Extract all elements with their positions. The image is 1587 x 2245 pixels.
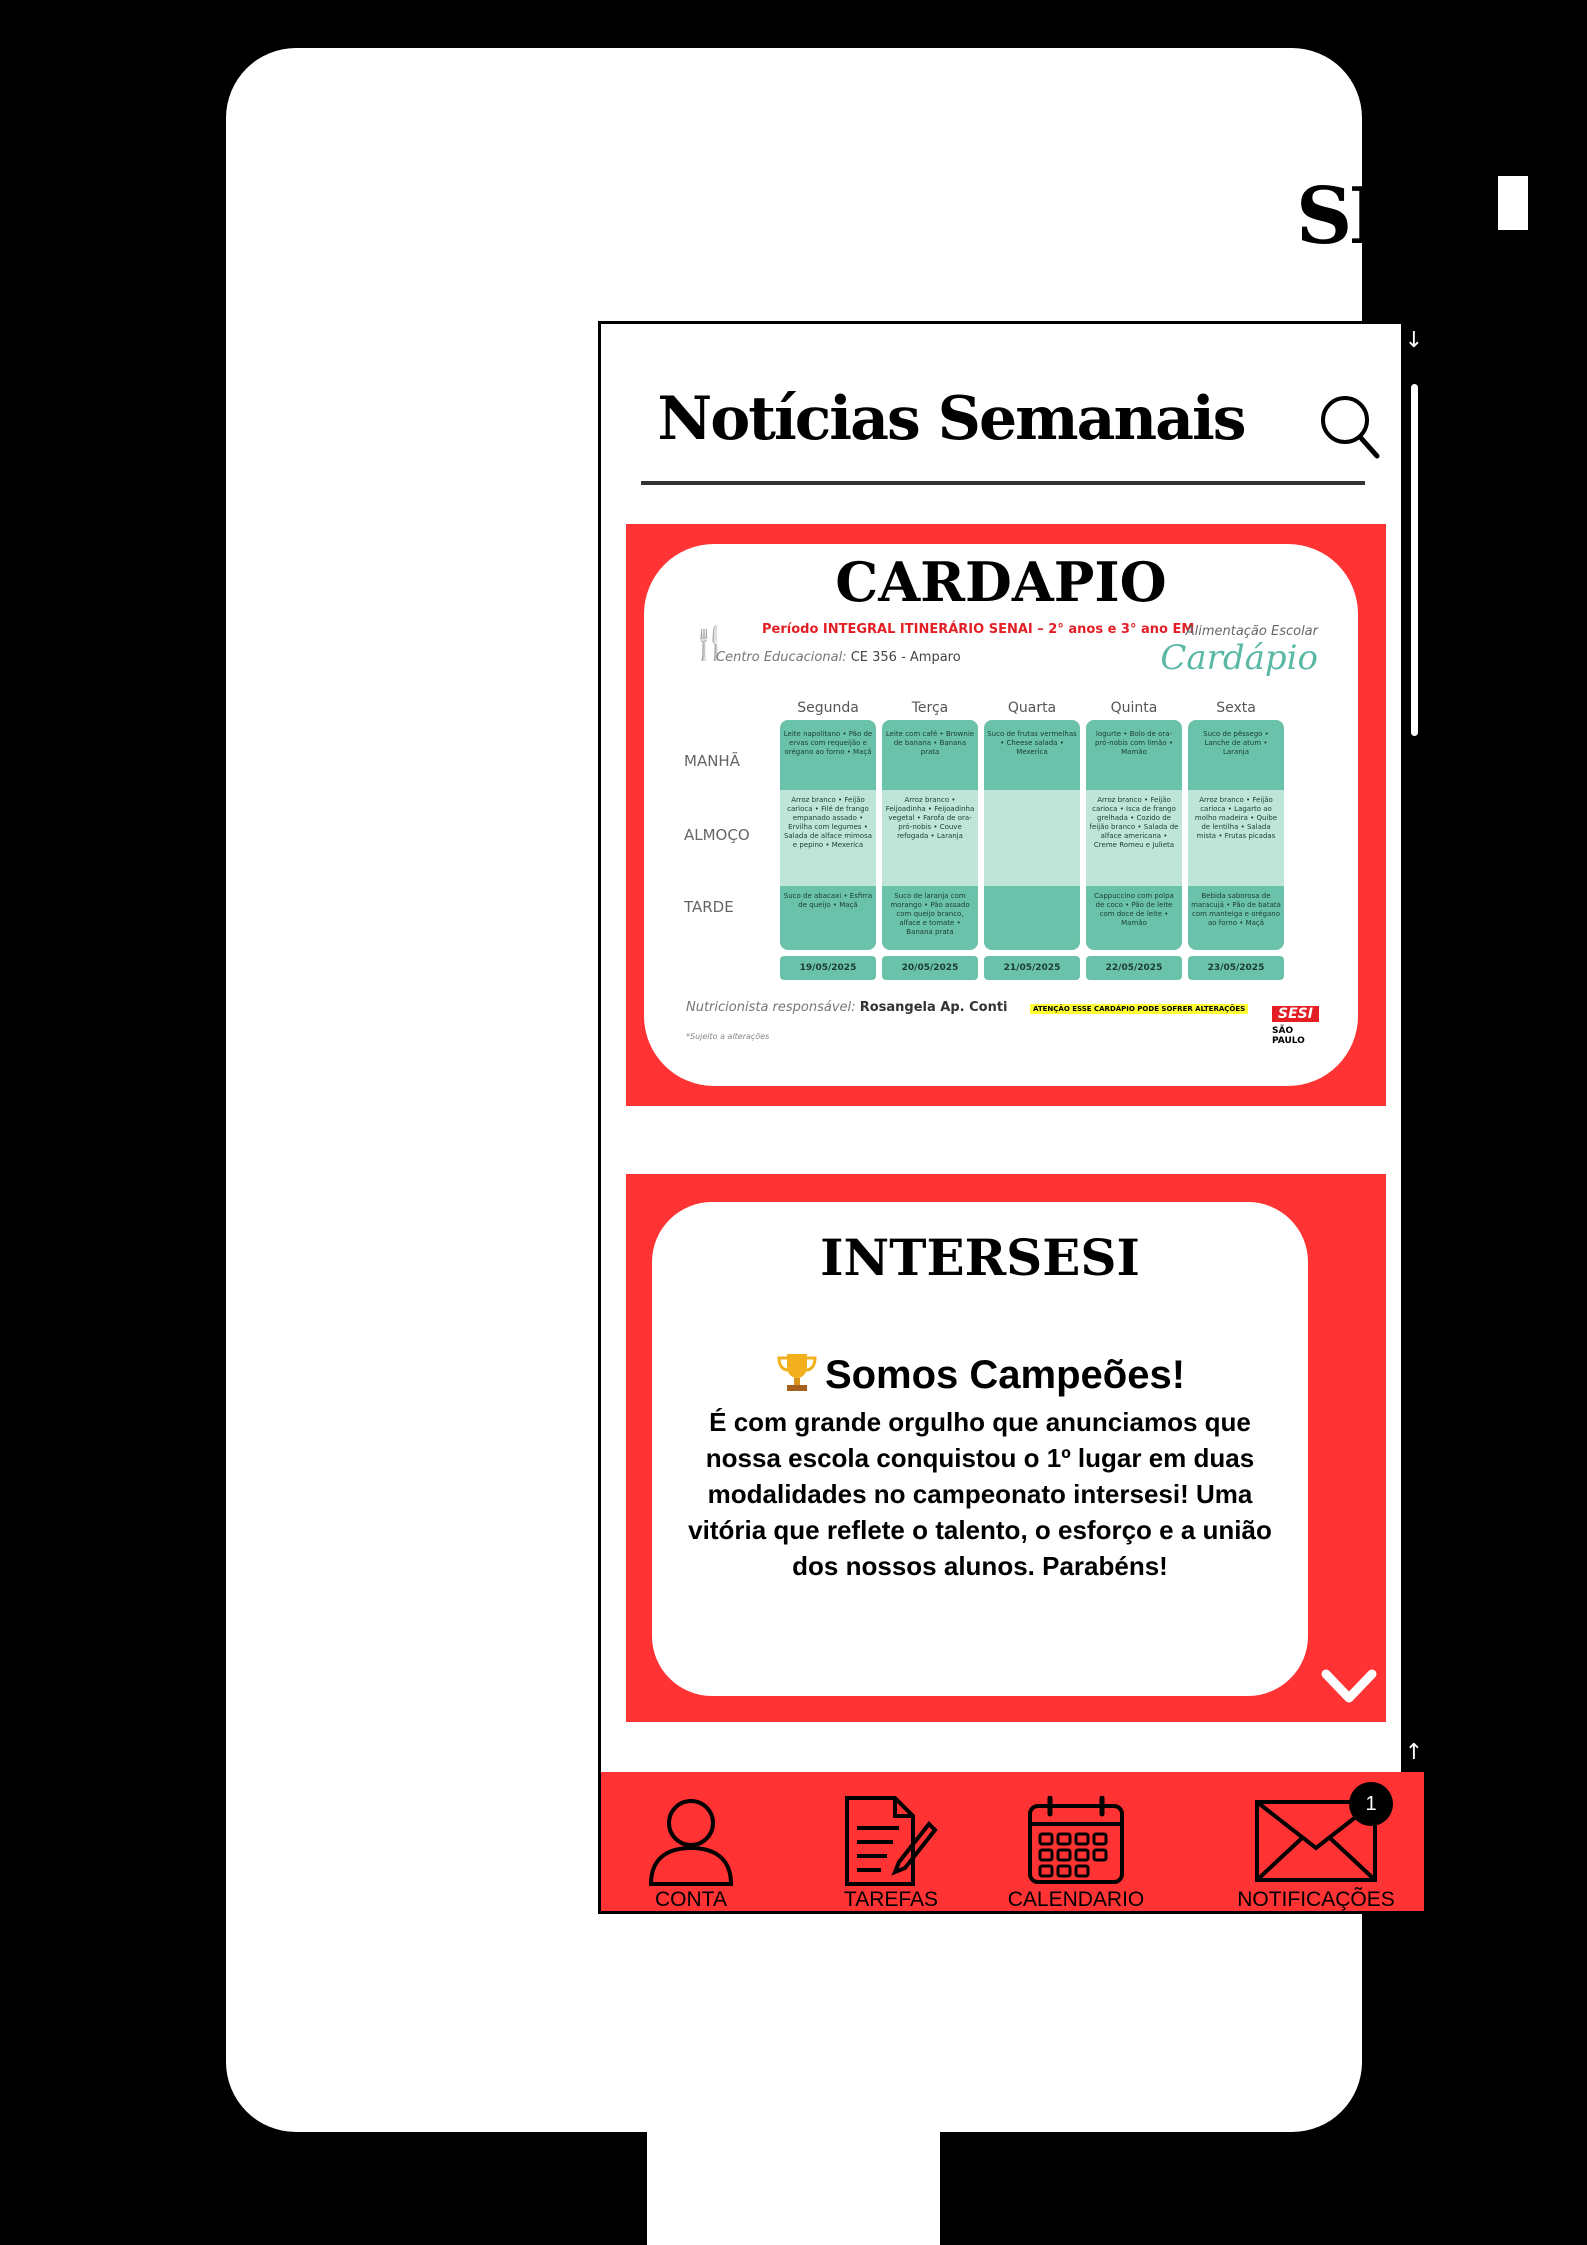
menu-news-card[interactable] [626,524,1386,1106]
nav-notificacoes[interactable] [1221,1772,1411,1914]
scroll-up-arrow-icon[interactable]: ↑ [1404,1740,1424,1765]
sesi-logo: SESI [1272,1006,1319,1022]
menu-period: Período INTEGRAL ITINERÁRIO SENAI – 2° anos e 3° ano EM [762,622,1195,637]
menu-card-heading: CARDAPIO [835,550,1167,614]
intersesi-heading: INTERSESI [820,1228,1140,1287]
nutritionist [686,1000,1008,1015]
cutlery-icon: 🍴 [690,624,730,662]
chevron-down-icon[interactable] [1320,1666,1378,1706]
menu-cell: Suco de laranja com morango • Pão assado com queijo branco, alface e tomate • Banana prata [890,892,970,937]
title-divider [641,481,1365,485]
menu-cell: Iogurte • Bolo de ora-pró-nobis com limão • Mamão [1095,730,1173,757]
menu-cell: Arroz branco • Feijão carioca • Isca de frango grelhada • Cozido de feijão branco • Salada de alface americana • Creme Romeu e Julieta [1089,796,1179,850]
search-icon[interactable] [1319,394,1381,460]
notification-badge: 1 [1349,1782,1393,1826]
news-subtitle [652,1350,1308,1398]
menu-card-content [644,544,1358,1086]
menu-center-label: Centro Educacional: [716,650,847,665]
scrollbar-thumb[interactable] [1411,384,1418,736]
nutritionist-name: Rosangela Ap. Conti [859,1000,1008,1015]
intersesi-card-content [652,1202,1308,1696]
menu-day-column [780,720,876,950]
menu-day: Segunda [797,700,859,716]
scrollbar[interactable] [1401,324,1427,1772]
nutritionist-label: Nutricionista responsável: [686,1000,856,1015]
device-stand [647,2120,940,2245]
calendar-icon [1026,1796,1126,1886]
menu-warning: ATENÇÃO ESSE CARDÁPIO PODE SOFRER ALTERAÇÕES [1030,1004,1248,1014]
menu-day: Quinta [1110,700,1158,716]
menu-day: Sexta [1216,700,1256,716]
nav-label: NOTIFICAÇÕES [1237,1888,1395,1911]
meal-label: TARDE [684,898,734,916]
nav-label: CALENDARIO [1007,1888,1145,1911]
menu-cell: Arroz branco • Feijão carioca • Lagarto ao molho madeira • Quibe de lentilha • Salada mista • Frutas picadas [1194,796,1278,841]
microphone-icon [1492,170,1534,268]
menu-date: 19/05/2025 [780,956,876,980]
menu-cell: Arroz branco • Feijoadinha • Feijoadinha vegetal • Farofa de ora-pró-nobis • Couve refogada • Laranja [885,796,975,841]
lunch-band [984,790,1080,886]
meal-label: MANHÃ [684,752,740,770]
menu-day: Quarta [1007,700,1057,716]
menu-date: 23/05/2025 [1188,956,1284,980]
menu-day-column [1086,720,1182,950]
menu-date: 20/05/2025 [882,956,978,980]
menu-cell: Bebida saborosa de maracujá • Pão de batata com manteiga e orégano ao forno • Maçã [1191,892,1281,928]
nav-label: TAREFAS [843,1888,939,1911]
sea-logo [1296,170,1536,270]
menu-footnote: *Sujeito a alterações [686,1032,770,1041]
menu-cell: Cappuccino com polpa de coco • Pão de leite com doce de leite • Mamão [1094,892,1174,928]
intersesi-news-card[interactable] [626,1174,1386,1722]
scroll-down-arrow-icon[interactable]: ↓ [1404,328,1424,353]
device-frame [226,48,1461,2132]
sesi-logo-subtitle: SÃO PAULO [1272,1026,1305,1046]
bottom-nav [601,1772,1424,1914]
menu-center-value: CE 356 - Amparo [850,650,961,665]
menu-day-column [984,720,1080,950]
logo-text: SEA [1296,171,1461,262]
user-icon [646,1796,736,1886]
menu-sheet-image [680,622,1328,1062]
page-title: Notícias Semanais [657,384,1245,454]
menu-cell: Leite com café • Brownie de banana • Banana prata [885,730,975,757]
nav-label: CONTA [655,1888,727,1911]
nav-tarefas[interactable] [821,1772,961,1914]
menu-cell: Suco de abacaxi • Esfirra de queijo • Maçã [783,892,873,910]
menu-cell: Suco de pêssego • Lanche de atum • Laranja [1203,730,1269,757]
meal-label: ALMOÇO [684,826,750,844]
news-subtitle-text: Somos Campeões! [824,1353,1186,1397]
app-screen [598,321,1427,1914]
nav-calendario[interactable] [1001,1772,1151,1914]
tasks-icon [843,1796,939,1886]
menu-cell: Arroz branco • Feijão carioca • Filé de frango empanado assado • Ervilha com legumes • Salada de alface mimosa e pepino • Mexerica [783,796,873,850]
nav-conta[interactable] [631,1772,751,1914]
menu-cell: Suco de frutas vermelhas • Cheese salada • Mexerica [987,730,1077,757]
menu-day-column [1188,720,1284,950]
news-body: É com grande orgulho que anunciamos que nossa escola conquistou o 1º lugar em duas modalidades no campeonato intersesi! Uma vitória que reflete o talento, o esforço e a união dos nossos alunos. Parabéns! [688,1407,1272,1581]
menu-cell: Leite napolitano • Pão de ervas com requeijão e orégano ao forno • Maçã [783,730,873,757]
menu-date: 21/05/2025 [984,956,1080,980]
menu-date: 22/05/2025 [1086,956,1182,980]
menu-center [716,650,961,665]
menu-header-small: Alimentação Escolar [1185,624,1318,639]
menu-day: Terça [911,700,949,716]
menu-day-column [882,720,978,950]
trophy-icon [775,1350,819,1394]
menu-header-large: Cardápio [1160,638,1318,678]
